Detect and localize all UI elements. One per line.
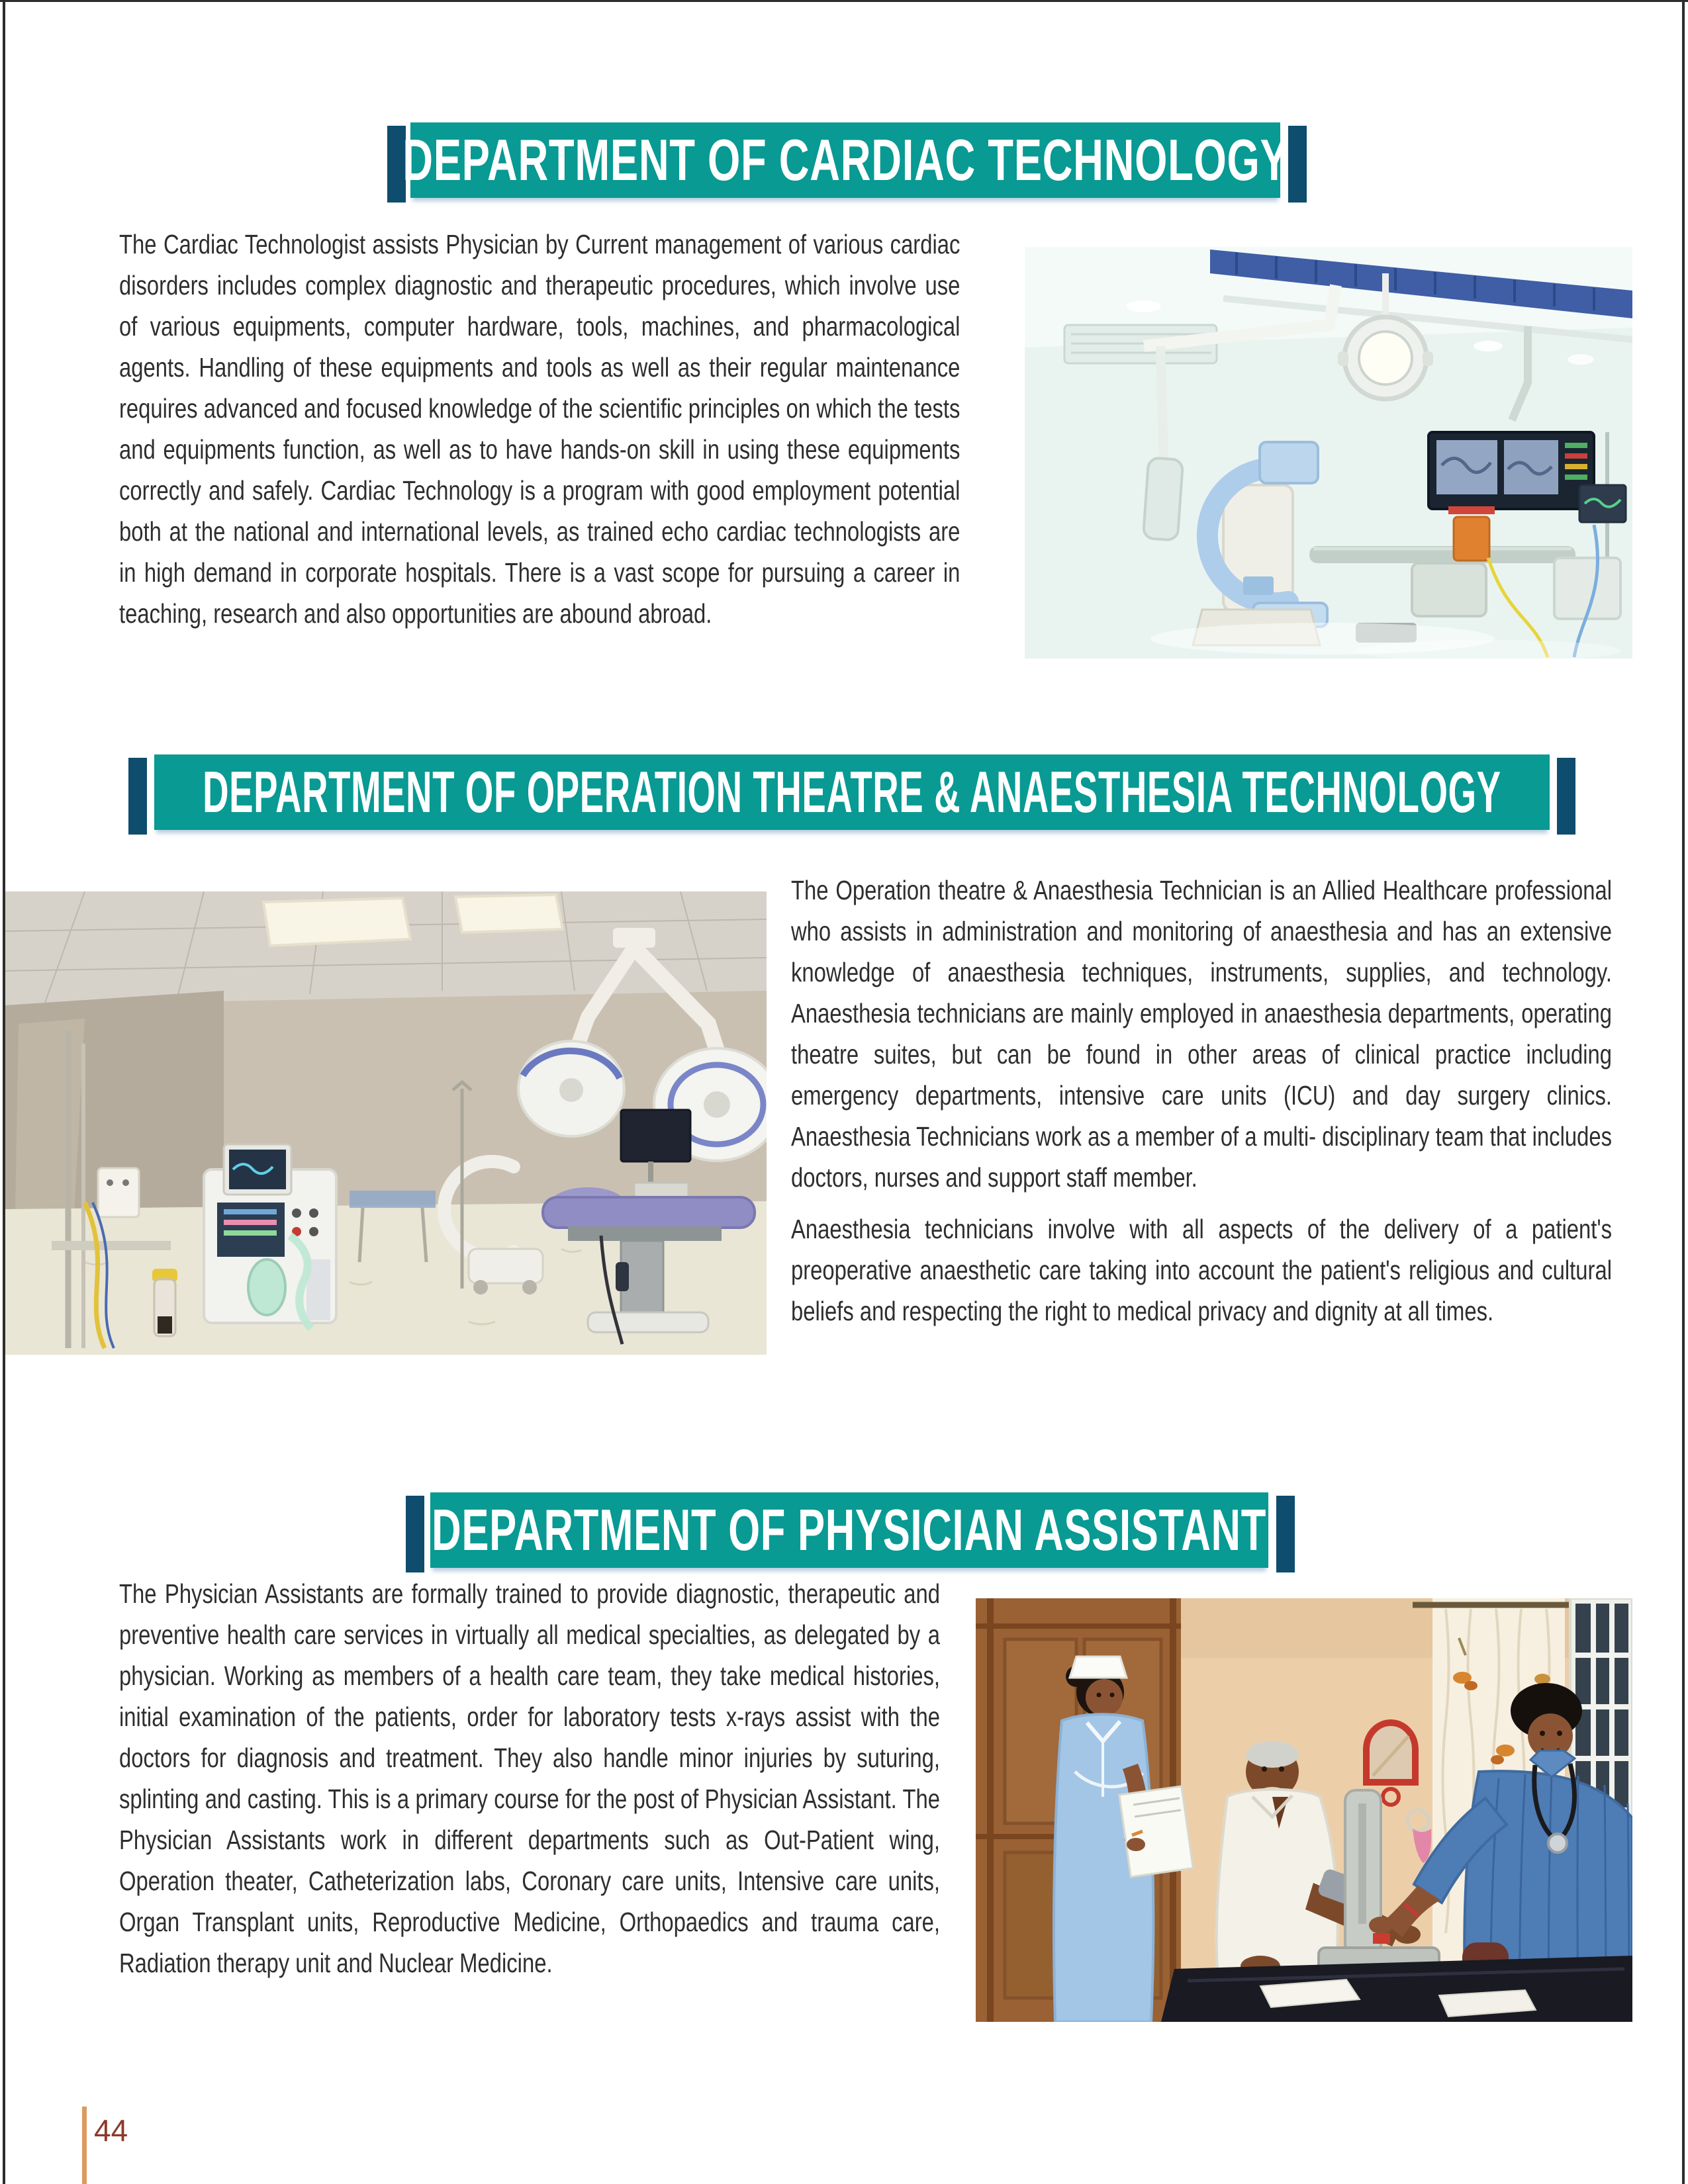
breathing-bag xyxy=(248,1259,285,1315)
banner-endcap-left xyxy=(406,1496,424,1572)
ot-anaesthesia-paragraphs xyxy=(791,870,1612,1332)
page-number: 44 xyxy=(94,2113,128,2148)
section-title: DEPARTMENT OF OPERATION THEATRE & ANAESTHESIA TECHNOLOGY xyxy=(203,759,1501,825)
banner-endcap-right xyxy=(1288,126,1307,203)
radiation-shield xyxy=(1143,457,1183,540)
banner-endcap-right xyxy=(1276,1496,1295,1572)
section-banner-physician-assistant xyxy=(430,1492,1268,1568)
cardiac-paragraph: The Cardiac Technologist assists Physician by Current management of various cardiac disorders includes complex diagnostic and therapeutic procedures, which involve use of various equipments, computer hardware, tools, machines, and pharmacological agents. Handling of these equipments and tools as well as their regular maintenance requires advanced and focused knowledge of the scientific principles on which the tests and equipments function, as well as to have hands-on skill in using these equipments correctly and safely. Cardiac Technology is a program with good employment potential both at the national and international levels, as trained echo cardiac technologists are in high demand in corporate hospitals. There is a vast scope for pursuing a career in teaching, research and also opportunities are abound abroad. xyxy=(119,229,961,629)
banner-endcap-right xyxy=(1557,758,1575,835)
physician-assistant-paragraph: The Physician Assistants are formally trained to provide diagnostic, therapeutic and preventive health care services in virtually all medical specialties, as delegated by a physician. Working as members of a health care team, they take medical histories, initial examination of the patients, order for laboratory tests x-rays assist with the doctors for diagnosis and treatment. They also handle minor injuries by suturing, splinting and casting. This is a primary course for the post of Physician Assistant. The Physician Assistants work in different departments such as Out-Patient wing, Operation theater, Catheterization labs, Coronary care units, Intensive care units, Organ Transplant units, Reproductive Medicine, Orthopaedics and trauma care, Radiation therapy unit and Nuclear Medicine. xyxy=(119,1578,940,1978)
physician-consultation-photo xyxy=(976,1598,1632,2022)
operation-theatre-photo xyxy=(5,891,767,1355)
orange-device xyxy=(1454,517,1489,561)
papers xyxy=(1119,1786,1193,1877)
page-border-top xyxy=(0,0,1688,2)
section-banner-cardiac xyxy=(402,122,1289,198)
section-banner-ot-anaesthesia xyxy=(154,754,1550,830)
section-title: DEPARTMENT OF PHYSICIAN ASSISTANT xyxy=(432,1497,1267,1563)
stethoscope-chestpiece xyxy=(1548,1834,1567,1852)
cath-lab-room-photo xyxy=(1025,247,1632,659)
banner-endcap-left xyxy=(128,758,147,835)
ot-paragraph-2: Anaesthesia technicians involve with all aspects of the delivery of a patient's preoperative anaesthetic care taking into account the patient's religious and cultural beliefs and respecting the right to medical privacy and dignity at all times. xyxy=(791,1214,1612,1326)
ot-paragraph-1: The Operation theatre & Anaesthesia Technician is an Allied Healthcare professional who assists in administration and monitoring of anaesthesia and has an extensive knowledge of anaesthesia techniques, instruments, supplies, and technology. Anaesthesia technicians are mainly employed in anaesthesia departments, operating theatre suites, but can be found in other areas of clinical practice including emergency departments, intensive care units (ICU) and day surgery clinics. Anaesthesia Technicians work as a member of a multi- disciplinary team that includes doctors, nurses and support staff member. xyxy=(791,875,1612,1193)
section-title: DEPARTMENT OF CARDIAC TECHNOLOGY xyxy=(402,127,1289,193)
page-border-right xyxy=(1682,0,1685,2184)
page-number-rule xyxy=(82,2107,87,2184)
monitor-bank xyxy=(1429,432,1594,509)
